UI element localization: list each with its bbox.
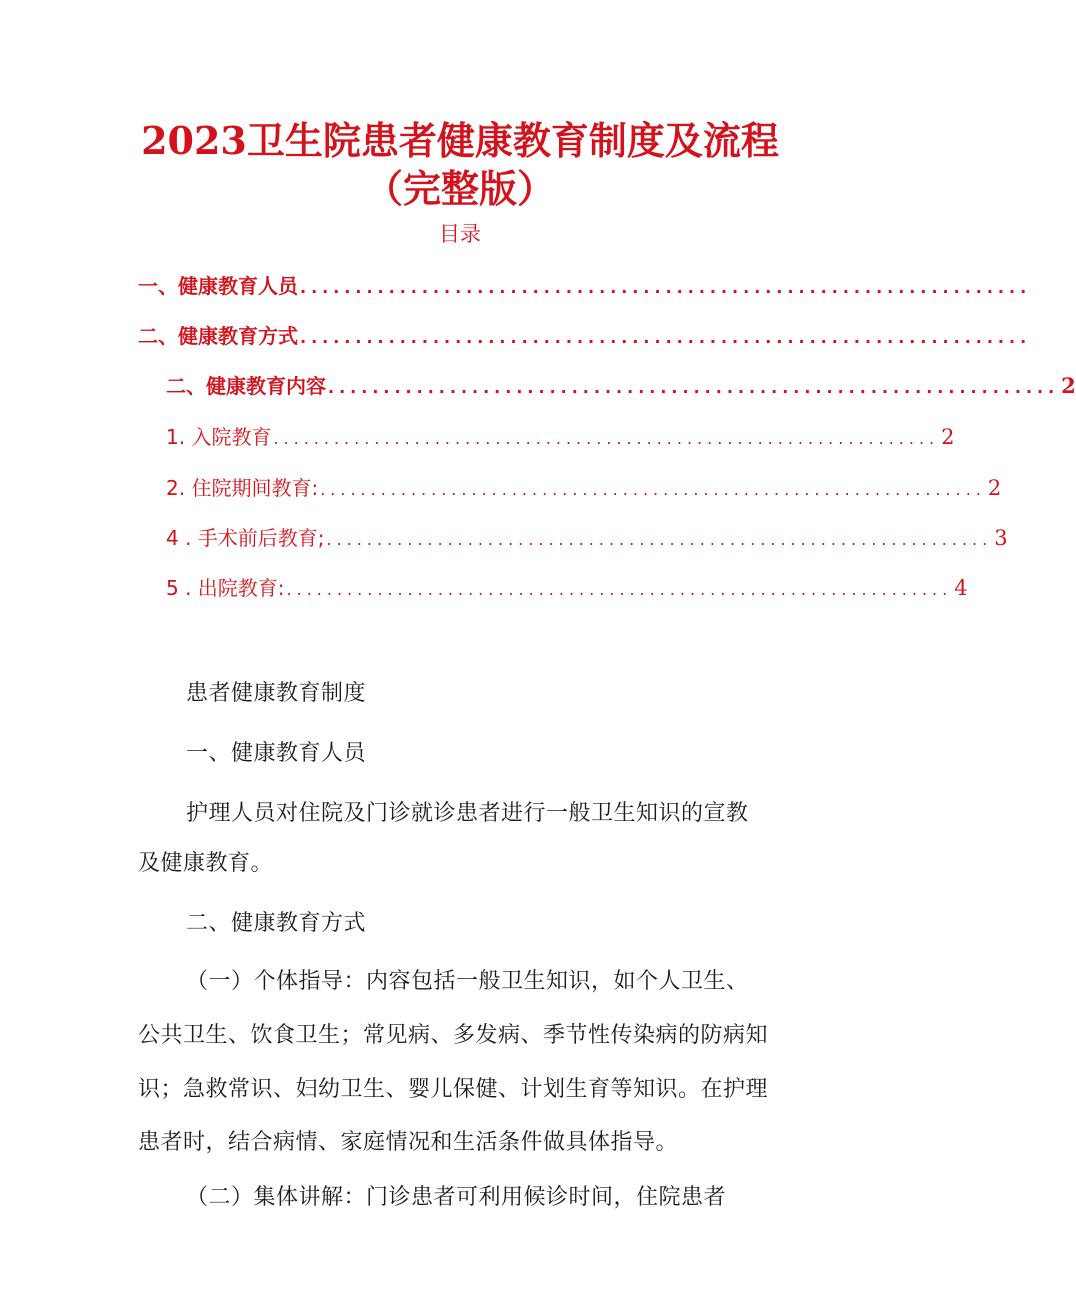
toc-entry-label: 二、健康教育内容: [166, 374, 326, 398]
toc-entry-page: 2: [1061, 373, 1076, 398]
toc-leader-dots: ..................................................................: [320, 480, 986, 499]
paragraph-1-line: 护理人员对住院及门诊就诊患者进行一般卫生知识的宣教: [186, 801, 749, 826]
toc-entry-page: 4: [954, 576, 968, 600]
toc-entry-label: 1. 入院教育: [166, 425, 272, 449]
paragraph-2-line: 识；急救常识、妇幼卫生、婴儿保健、计划生育等知识。在护理: [138, 1077, 769, 1102]
toc-leader-dots: ..................................................................: [300, 328, 1032, 347]
toc-entry-label: 一、健康教育人员: [138, 274, 298, 298]
paragraph-3-line: （二）集体讲解：门诊患者可利用候诊时间，住院患者: [186, 1185, 727, 1210]
toc-entry-label: 二、健康教育方式: [138, 324, 298, 348]
document-title-line1: 2023卫生院患者健康教育制度及流程: [141, 118, 779, 163]
toc-entry-1[interactable]: [138, 270, 1032, 300]
toc-entry-5[interactable]: [166, 472, 1002, 502]
toc-entry-7[interactable]: [166, 572, 968, 602]
paragraph-2-line: 公共卫生、饮食卫生；常见病、多发病、季节性传染病的防病知: [138, 1023, 769, 1048]
paragraph-2-line: 患者时，结合病情、家庭情况和生活条件做具体指导。: [138, 1130, 679, 1155]
toc-leader-dots: ..................................................................: [300, 278, 1032, 297]
toc-entry-6[interactable]: [166, 522, 1008, 552]
toc-leader-dots: ..................................................................: [326, 530, 993, 549]
section-title: 患者健康教育制度: [186, 681, 367, 706]
toc-leader-dots: ..................................................................: [273, 429, 940, 448]
document-title-line2: （完整版）: [364, 166, 555, 211]
toc-entry-2[interactable]: [138, 320, 1032, 350]
toc-entry-label: 5 . 出院教育:: [166, 576, 285, 600]
toc-entry-3[interactable]: [166, 370, 1076, 400]
toc-leader-dots: ..................................................................: [328, 378, 1060, 397]
paragraph-1-line: 及健康教育。: [138, 851, 274, 876]
toc-entry-page: 3: [994, 526, 1008, 550]
toc-entry-label: 4 . 手术前后教育;: [166, 526, 325, 550]
heading-1: 一、健康教育人员: [186, 741, 367, 766]
toc-entry-page: 2: [987, 476, 1002, 500]
paragraph-2-line: （一）个体指导：内容包括一般卫生知识，如个人卫生、: [186, 969, 749, 994]
heading-2: 二、健康教育方式: [186, 911, 367, 936]
toc-entry-label: 2. 住院期间教育:: [166, 476, 319, 500]
toc-entry-page: 2: [941, 425, 955, 449]
toc-entry-4[interactable]: [166, 421, 955, 451]
toc-heading: 目录: [439, 222, 481, 246]
toc-leader-dots: ..................................................................: [286, 580, 953, 599]
